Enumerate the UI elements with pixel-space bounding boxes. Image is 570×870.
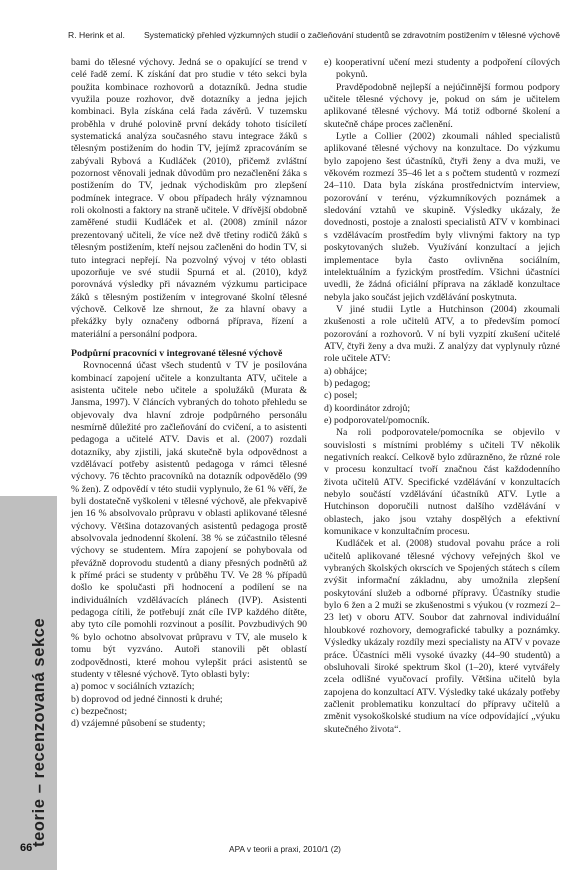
paragraph: Lytle a Collier (2002) zkoumali náhled specialistů aplikované tělesné výchovy na konzultace. Do výzkumu bylo zapojeno šest účastníků, čtyři ženy a dva muži, ve věkovém rozmezí 35–46 let a s počtem studentů v rozmezí 24–110. Data byla získána prostřednictvím interview, pozorování v terénu, výzkumníkových poznámek a sledování vztahů ve skupině. Výsledky ukázaly, že dovednosti, postoje a znalosti specialistů ATV v kombinaci s vzdělávacím prostředím byly vlivnými faktory na typ poskytovaných služeb. Využívání konzultací a jejich implementace byla často ovlivněna sociálním, intelektuálním a fyzickým prostředím. Všichni účastníci uvedli, že žádná oficiální příprava na základě konzultace nebyla jako součást jejich vzdělávání poskytnuta. [324,131,560,303]
list-item: a) pomoc v sociálních vztazích; [71,681,195,693]
responsibility-list [71,681,307,730]
section-label: teorie – recenzovaná sekce [30,617,48,847]
running-header [68,28,560,42]
paragraph: Kudláček et al. (2008) studoval povahu práce a roli učitelů aplikované tělesné výchovy veřejných škol ve vybraných školských okrscích ve Spojených státech s cílem zvýšit informační základnu, aby umožnila zlepšení poskytování služeb a odborné přípravy. Účastníky studie bylo 6 žen a 2 muži se zkušenostmi s výukou (v rozmezí 2–23 let) v oboru ATV. Soubor dat zahrnoval individuální hloubkové rozhovory, demografické tabulky a poznámky. Výsledky ukázaly rozdíly mezi specialisty na ATV v povaze práce. Účastníci měli vysoké úvazky (44–90 studentů) a obsluhovali široké spektrum škol (1–20), které vytvářely zcela odlišné vyučovací profily. Většina učitelů byla zapojena do konzultací ATV. Výsledky také ukázaly potřeby začlenit problematiku konzultací do přípravy učitelů a změnit vysokoškolské studium na více odpovídající „výuku skutečného života“. [324,538,560,735]
list-item: d) vzájemné působení se studenty; [71,718,206,730]
list-item: e) kooperativní učení mezi studenty a podpoření cílových pokynů. [324,57,560,81]
left-column [71,57,307,731]
header-authors: R. Herink et al. [68,30,125,40]
paragraph: V jiné studii Lytle a Hutchinson (2004) zkoumali zkušenosti a role učitelů ATV, a to především pomocí pozorování a rozhovorů. V ní byli vyzpití zkušení učitelé ATV, čtyři ženy a dva muži. Z analýzy dat vyplynuly různé role učitele ATV: [324,303,560,365]
header-title: Systematický přehled výzkumných studií o začleňování studentů se zdravotním postižením v tělesné výchově [143,30,560,40]
journal-footer: APA v teorii a praxi, 2010/1 (2) [229,844,341,854]
list-item: c) bezpečnost; [71,705,128,717]
list-item: a) obhájce; [324,365,368,377]
responsibility-list-continued [324,57,560,82]
paragraph: Pravděpodobně nejlepší a nejúčinnější formou podpory učitele tělesné výchovy je, pokud on sám je učitelem aplikované tělesné výchovy. Má totiž odborné školení a skutečně chápe proces začlenění. [324,81,560,130]
section-heading: Podpůrní pracovníci v integrované tělesné výchově [71,347,283,359]
right-column [324,57,560,736]
list-item: d) koordinátor zdrojů; [324,402,411,414]
list-item: c) posel; [324,390,358,402]
list-item: e) podporovatel/pomocník. [324,414,430,426]
list-item: b) doprovod od jedné činnosti k druhé; [71,693,223,705]
paragraph: bami do tělesné výchovy. Jedná se o opakující se trend v celé řadě zemí. K získání dat pro studie v této sekci byla použita kombinace rozhovorů a dotazníků. Jedna studie využila pouze rozhovor, dvě dotazníky a jedna jejich kombinaci. Byla získána celá řada závěrů. V tuzemsku proběhla v druhé polovině první dekády tohoto tisíciletí systematická analýza současného stavu integrace žáků s tělesným postižením do hodin TV, jejímž zpracováním se zabývali Rybová a Kudláček (2010), přičemž zvláštní pozornost věnovali jednak důvodům pro nezačlenění žáka s postižením do TV, jednak východiskům pro zlepšení podmínek integrace. V obou případech hrály významnou roli okolnosti a faktory na straně učitele. V dřívější obdobně zaměřené studii Kudláček et al. (2008) zmínil názor prezentovaný učiteli, že více než dvě třetiny rodičů žáků s tělesným postižením, kteří nejsou začleněni do hodin TV, si tuto integraci nepřejí. Na pozvolný vývoj v této oblasti upozorňuje ve své studii Spurná et al. (2010), když porovnává výsledky při návazném výzkumu participace žáků s tělesným postižením v integrované školní tělesné výchově. Celkově lze shrnout, že za hlavní obavy a překážky byly označeny odborná příprava, řízení a materiální a personální podpora. [71,57,307,340]
paragraph: Na roli podporovatele/pomocníka se objevilo v souvislosti s místními problémy s učiteli TV několik negativních reakcí. Celkově bylo zdůrazněno, že různé role v procesu konzultací tvoří značnou část každodenního života učitelů ATV. Specifické vzdělávání v konzultacích nebylo součástí vzdělávání účastníků ATV. Lytle a Hutchinson doporučili nutnost dalšího vzdělávání v oblastech, jako jsou vztahy dospělých a efektivní komunikace v konzultačním procesu. [324,427,560,538]
list-item: b) pedagog; [324,377,371,389]
page-number: 66 [20,842,33,854]
paragraph: Rovnocenná účast všech studentů v TV je posilována kombinací zapojení učitele a konzultanta ATV, učitele a asistenta učitele nebo učitele a spolužáků (Murata & Jansma, 1997). V článcích vybraných do tohoto přehledu se objevovaly dva hlavní zdroje podpůrného personálu nesmírně důležité pro začleňování do cvičení, a to asistenti pedagoga a učitelé ATV. Davis et al. (2007) rozdali dotazníky, aby zjistili, jaká skutečně byla odpovědnost a vzdělávací potřeby asistentů pedagoga v rámci tělesné výchovy. 76 těchto pracovníků na dotazník odpovědělo (99 % žen). Z odpovědí v této studii vyplynulo, že 61 % věří, že byli dostatečně vyškoleni v tělesné výchově, ale překvapivě jen 16 % absolvovalo průpravu v oblasti aplikované tělesné výchovy. Většina dotazovaných asistentů pedagoga prostě absolvovala jednodenní školení. 38 % se zúčastnilo tělesné výchovy se studentem. Míra zapojení se pohybovala od převážně doprovodu studentů a diany přesných podnětů až k přímé práci se studenty v průběhu TV. Ve 28 % případů došlo ke spolučasti při hodnocení a podílení se na individuálních vzdělávacích plánech (IVP). Asistenti pedagoga cítili, že potřebují znát cíle IVP každého dítěte, aby tyto cíle pomohli rozvinout a posílit. Povzbudivých 90 % bylo ochotno absolvovat průpravu v TV, ale muselo k tomu být vyzváno. Autoři stanovili pět oblastí zodpovědnosti, které mohou vylepšit práci asistentů se studenty v tělesné výchově. Tyto oblasti byly: [71,360,307,680]
roles-list [324,366,560,428]
